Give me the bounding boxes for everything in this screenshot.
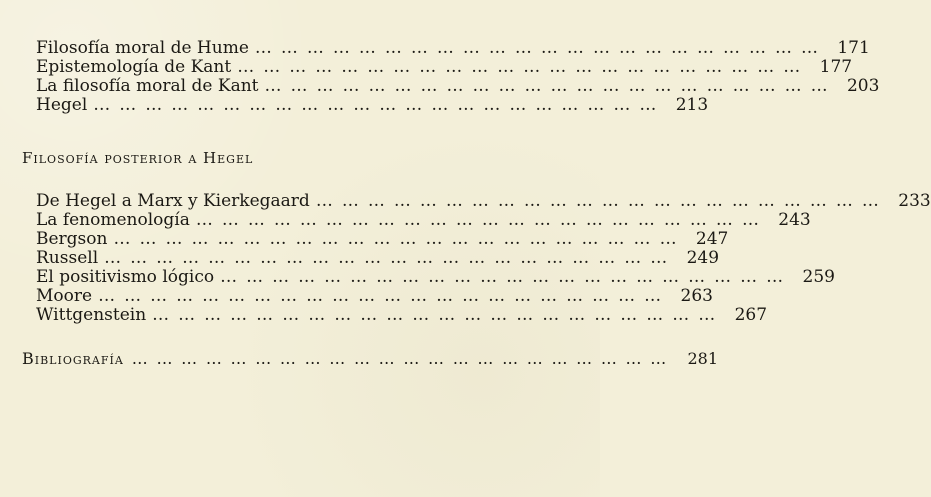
toc-entry-title: Hegel [36, 95, 88, 115]
toc-entry-page: 233 [898, 191, 931, 211]
toc-entry-kant-moral [36, 76, 880, 96]
toc-entry-moore [36, 286, 713, 306]
dot-leader: … … … … … … … … … … … … … … … … … … … … … … [152, 305, 718, 325]
toc-entry-marx-kierkegaard [36, 191, 931, 211]
toc-entry-hegel [36, 95, 709, 115]
toc-entry-bergson [36, 229, 729, 249]
toc-entry-page: 267 [734, 305, 768, 325]
dot-leader: … … … … … … … … … … … … … … … … … … … … … … [315, 191, 881, 211]
dot-leader: … … … … … … … … … … … … … … … … … … … … … … [264, 76, 830, 96]
dot-leader: … … … … … … … … … … … … … … … … … … … … … … [220, 267, 785, 287]
toc-entry-title: Russell [36, 248, 99, 268]
toc-entry-title: Bergson [36, 229, 108, 249]
toc-entry-title: La filosofía moral de Kant [36, 76, 259, 96]
dot-leader: … … … … … … … … … … … … … … … … … … … … … … [195, 210, 761, 230]
toc-entry-page: 213 [675, 95, 709, 115]
dot-leader: … … … … … … … … … … … … … … … … … … … … … … [131, 349, 669, 368]
toc-entry-kant-epistemology [36, 57, 853, 77]
toc-entry-wittgenstein [36, 305, 768, 325]
dot-leader: … … … … … … … … … … … … … … … … … … … … … … [254, 38, 820, 58]
toc-entry-title: Bibliografía [22, 349, 124, 368]
toc-entry-phenomenology [36, 210, 811, 230]
toc-entry-bibliography [22, 349, 719, 369]
toc-entry-page: 171 [837, 38, 870, 58]
dot-leader: … … … … … … … … … … … … … … … … … … … … … … [98, 286, 663, 306]
dot-leader: … … … … … … … … … … … … … … … … … … … … … … [93, 95, 659, 115]
dot-leader: … … … … … … … … … … … … … … … … … … … … … … [113, 229, 679, 249]
dot-leader: … … … … … … … … … … … … … … … … … … … … … … [104, 248, 670, 268]
toc-entry-page: 247 [695, 229, 729, 249]
toc-entry-title: La fenomenología [36, 210, 190, 230]
dot-leader: … … … … … … … … … … … … … … … … … … … … … … [237, 57, 803, 77]
toc-entry-title: El positivismo lógico [36, 267, 215, 287]
toc-entry-title: Filosofía moral de Hume [36, 38, 249, 58]
toc-entry-page: 259 [802, 267, 835, 287]
toc-entry-page: 203 [846, 76, 880, 96]
section-heading: Filosofía posterior a Hegel [22, 149, 254, 167]
toc-entry-logical-positivism [36, 267, 835, 287]
toc-entry-hume [36, 38, 870, 58]
toc-entry-page: 177 [819, 57, 853, 77]
toc-entry-title: Epistemología de Kant [36, 57, 232, 77]
toc-entry-title: Moore [36, 286, 93, 306]
toc-entry-russell [36, 248, 720, 268]
toc-entry-page: 281 [687, 349, 719, 368]
toc-entry-page: 263 [680, 286, 713, 306]
toc-entry-page: 249 [686, 248, 720, 268]
toc-entry-title: Wittgenstein [36, 305, 147, 325]
toc-entry-page: 243 [778, 210, 811, 230]
toc-entry-title: De Hegel a Marx y Kierkegaard [36, 191, 310, 211]
